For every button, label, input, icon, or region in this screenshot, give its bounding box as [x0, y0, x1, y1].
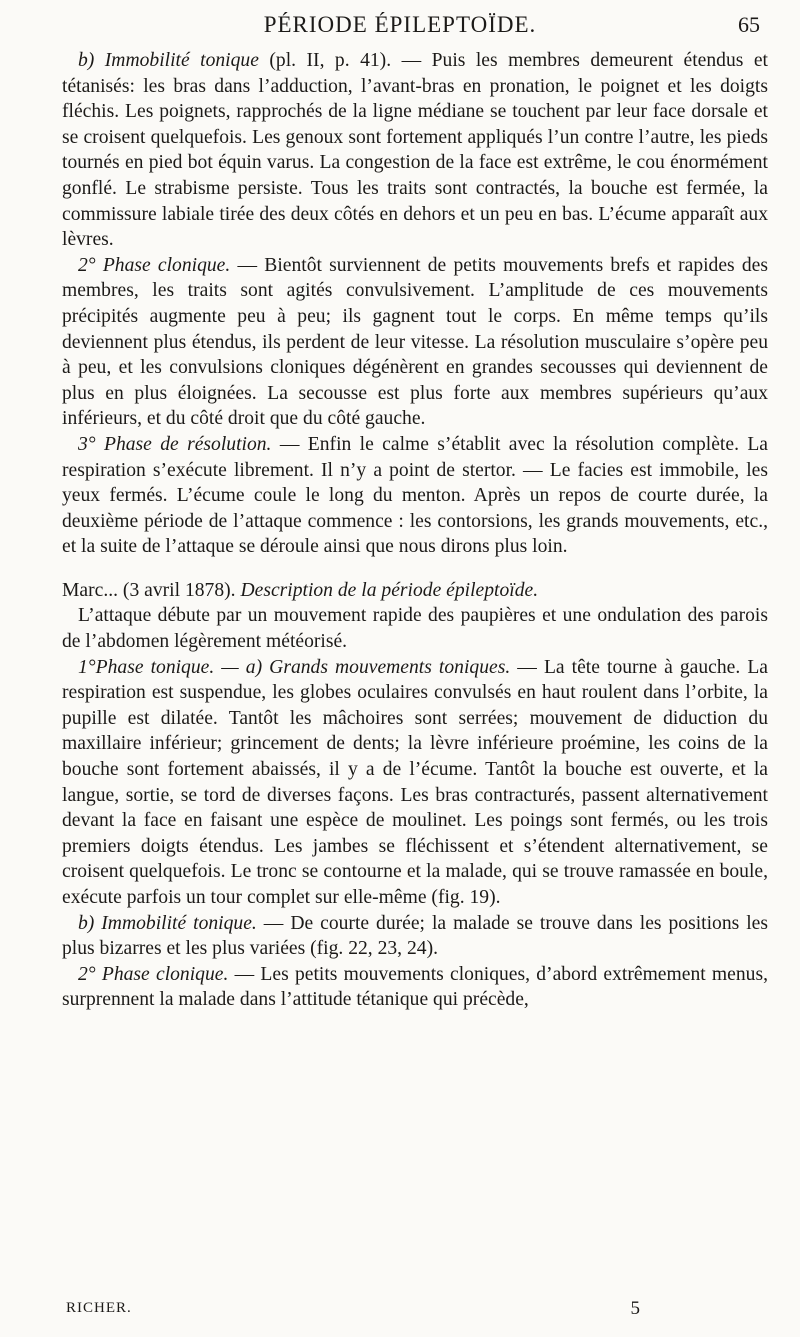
paragraph-text: (pl. II, p. 41). — Puis les membres demeurent étendus et tétanisés: les bras dans l’adduction, l’avant-bras en pronation, le poignet et les doigts fléchis. Les poignets, rapprochés de la ligne médiane se touchent par leur face dorsale et se croisent quelquefois. Les genoux sont fortement appliqués l’un contre l’autre, les pieds tournés en pied bot équin varus. La congestion de la face est extrême, le cou énormément gonflé. Le strabisme persiste. Tous les traits sont contractés, la bouche est fermée, la commissure labiale tirée des deux côtés en dehors et un peu en bas. L’écume apparaît aux lèvres.	[62, 50, 768, 251]
page-number: 65	[738, 12, 760, 37]
paragraph	[62, 603, 768, 654]
case-title	[62, 578, 768, 604]
case-heading: Description de la période épileptoïde.	[240, 579, 539, 601]
paragraph	[62, 911, 768, 962]
section-heading: 2° Phase clonique.	[78, 963, 229, 985]
section-heading: 2° Phase clonique.	[78, 254, 231, 276]
case-reference: Marc... (3 avril 1878).	[62, 579, 241, 601]
paragraph	[62, 432, 768, 560]
paragraph-text: — Bientôt surviennent de petits mouvements brefs et rapides des membres, les traits sont agités convulsivement. L’amplitude de ces mouvements précipités augmente peu à peu; ils gagnent tout le corps. En même temps qu’ils deviennent plus étendus, ils perdent de leur vitesse. La résolution musculaire s’opère peu à peu, et les convulsions cloniques dégénèrent en grandes secousses qui deviennent de plus en plus éloignées. La secousse est plus forte aux membres supérieurs qu’aux inférieurs, et du côté droit que du côté gauche.	[62, 254, 768, 430]
running-title: PÉRIODE ÉPILEPTOÏDE.	[263, 12, 537, 37]
paragraph	[62, 655, 768, 911]
section-heading: 3° Phase de résolution.	[78, 433, 272, 455]
signature-mark: RICHER.	[66, 1300, 132, 1316]
paragraph-text: — Enfin le calme s’établit avec la résolution complète. La respiration s’exécute librement. Il n’y a point de stertor. — Le facies est immobile, les yeux fermés. L’écume coule le long du menton. Après un repos de courte durée, la deuxième période de l’attaque commence : les contorsions, les grands mouvements, etc., et la suite de l’attaque se déroule ainsi que nous dirons plus loin.	[62, 433, 768, 558]
section-heading: 1°Phase tonique. — a) Grands mouvements toniques.	[78, 656, 511, 678]
paragraph-text: L’attaque débute par un mouvement rapide des paupières et une ondulation des parois de l’abdomen légèrement météorisé.	[62, 605, 768, 653]
paragraph-text: — La tête tourne à gauche. La respiration est suspendue, les globes oculaires convulsés en haut roulent dans l’orbite, la pupille est dilatée. Tantôt les mâchoires sont serrées; mouvement de diduction du maxillaire inférieur; grincement de dents; la lèvre inférieure proémine, les coins de la bouche sont fortement abaissés, il y a de l’écume. Tantôt la bouche est ouverte, et la langue, sortie, se tord de diverses façons. Les bras contracturés, passent alternativement devant la face en faisant une espèce de moulinet. Les poings sont fermés, ou les trois premiers doigts étendus. Les jambes se fléchissent et s’étendent alternativement, se croisent quelquefois. Le tronc se contourne et la malade, qui se trouve ramassée en boule, exécute parfois un tour complet sur elle-même (fig. 19).	[62, 656, 768, 908]
page-header	[0, 8, 800, 38]
signature-number: 5	[630, 1298, 640, 1319]
paragraph-text: — De courte durée; la malade se trouve dans les positions les plus bizarres et les plus variées (fig. 22, 23, 24).	[62, 912, 768, 960]
page-footer	[62, 1300, 768, 1324]
section-heading: b) Immobilité tonique.	[78, 912, 257, 934]
paragraph	[62, 48, 768, 253]
paragraph-text: — Les petits mouvements cloniques, d’abord extrêmement menus, surprennent la malade dans l’attitude tétanique qui précède,	[62, 963, 768, 1011]
body-text	[62, 48, 768, 1013]
paragraph	[62, 962, 768, 1013]
paragraph	[62, 253, 768, 432]
section-heading: b) Immobilité tonique	[78, 50, 259, 71]
